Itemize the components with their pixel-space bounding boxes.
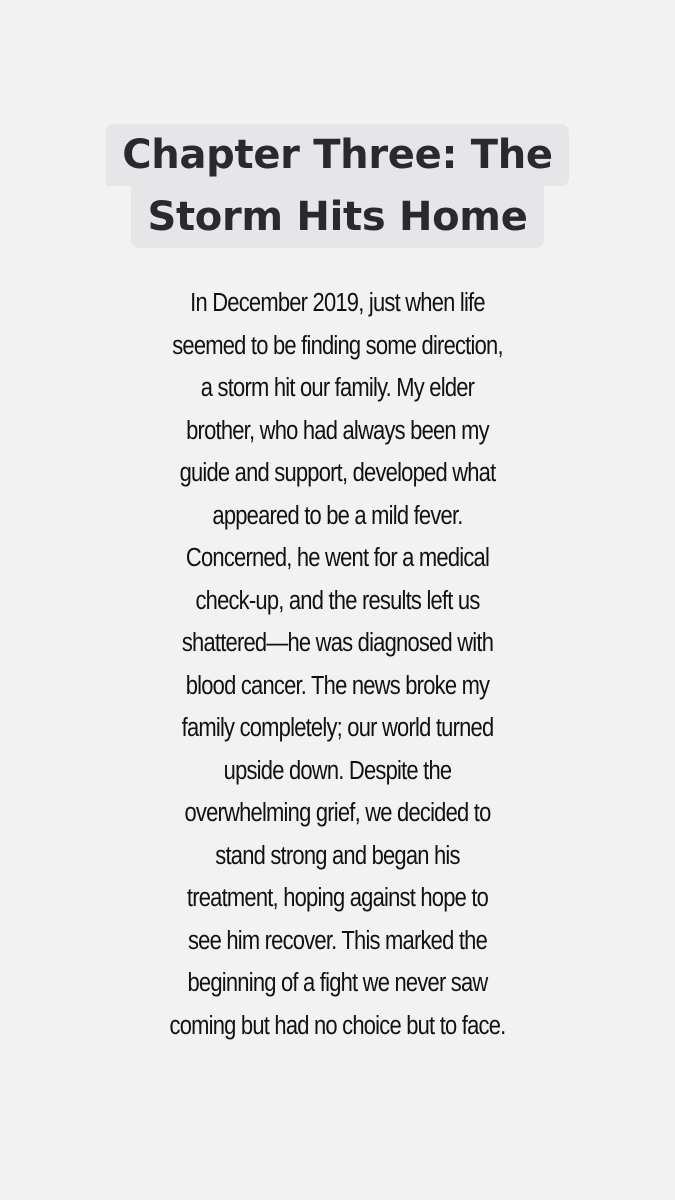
chapter-title: [0, 124, 675, 248]
body-line-15: treatment, hoping against hope to: [186, 884, 489, 912]
body-line-11: family completely; our world turned: [181, 714, 494, 742]
body-line-10: blood cancer. The news broke my: [185, 671, 490, 700]
body-line-4: brother, who had always been my: [186, 416, 489, 445]
chapter-title-line-2: Storm Hits Home: [131, 186, 543, 248]
body-line-12: upside down. Despite the: [223, 756, 452, 785]
body-line-5: guide and support, developed what: [179, 459, 496, 487]
chapter-title-line-1: Chapter Three: The: [106, 124, 569, 186]
body-line-13: overwhelming grief, we decided to: [184, 799, 491, 827]
body-line-3: a storm hit our family. My elder: [200, 374, 475, 402]
body-line-14: stand strong and began his: [215, 841, 460, 870]
story-body-text: [47, 282, 628, 1047]
body-line-6: appeared to be a mild fever.: [212, 501, 463, 530]
body-line-17: beginning of a fight we never saw: [187, 969, 488, 997]
body-line-8: check-up, and the results left us: [195, 586, 480, 615]
body-line-7: Concerned, he went for a medical: [185, 544, 490, 572]
body-line-18: coming but had no choice but to face.: [169, 1011, 506, 1040]
body-line-16: see him recover. This marked the: [187, 926, 488, 955]
body-line-9: shattered—he was diagnosed with: [181, 629, 494, 657]
body-line-2: seemed to be finding some direction,: [172, 331, 503, 360]
body-line-1: In December 2019, just when life: [190, 289, 485, 317]
